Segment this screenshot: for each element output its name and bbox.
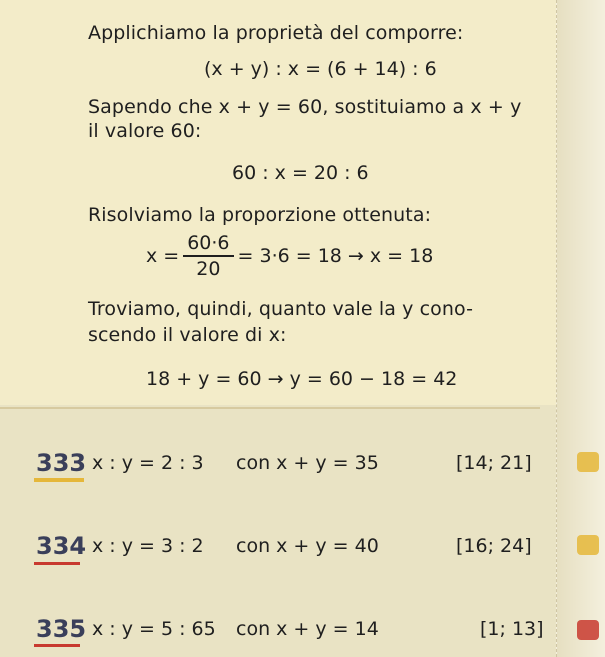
exercise-condition: con x + y = 14 xyxy=(236,618,379,640)
valore-text: il valore 60: xyxy=(88,120,202,142)
side-marker xyxy=(577,620,599,640)
exercise-answer: [1; 13] xyxy=(480,618,544,640)
fraction xyxy=(183,232,233,280)
fraction-lhs: x = xyxy=(146,245,180,267)
number-underline xyxy=(34,478,84,482)
exercise-answer: [14; 21] xyxy=(456,452,532,474)
sapendo-text-a: Sapendo che xyxy=(88,96,219,118)
exercise-number: 334 xyxy=(36,532,87,560)
risolviamo-text: Risolviamo la proporzione ottenuta: xyxy=(88,204,432,226)
number-underline xyxy=(34,562,80,565)
equation-3: 18 + y = 60 → y = 60 − 18 = 42 xyxy=(146,368,458,390)
fraction-numerator: 60·6 xyxy=(183,232,233,257)
fraction-denominator: 20 xyxy=(196,258,221,280)
equation-1: (x + y) : x = (6 + 14) : 6 xyxy=(204,58,437,80)
fraction-rhs: = 3·6 = 18 → x = 18 xyxy=(237,245,434,267)
section-divider xyxy=(0,407,540,409)
side-marker xyxy=(577,535,599,555)
exercise-condition: con x + y = 35 xyxy=(236,452,379,474)
number-underline xyxy=(34,644,80,647)
exercise-ratio: x : y = 3 : 2 xyxy=(92,535,204,557)
exercise-condition: con x + y = 40 xyxy=(236,535,379,557)
exercise-number: 333 xyxy=(36,449,87,477)
page-edge xyxy=(556,0,605,657)
equation-2: 60 : x = 20 : 6 xyxy=(232,162,369,184)
sapendo-line xyxy=(88,96,521,118)
sapendo-expr-d: x + y xyxy=(470,96,522,118)
side-marker xyxy=(577,452,599,472)
exercise-number: 335 xyxy=(36,615,87,643)
intro-text: Applichiamo la proprietà del comporre: xyxy=(88,22,464,44)
sapendo-expr-b: x + y = 60 xyxy=(218,96,323,118)
troviamo-line-2: scendo il valore di x: xyxy=(88,324,287,346)
sapendo-text-c: , sostituiamo a xyxy=(322,96,471,118)
troviamo-line-1: Troviamo, quindi, quanto vale la y cono- xyxy=(88,298,474,320)
exercise-ratio: x : y = 5 : 65 xyxy=(92,618,216,640)
exercise-answer: [16; 24] xyxy=(456,535,532,557)
exercise-ratio: x : y = 2 : 3 xyxy=(92,452,204,474)
fraction-equation xyxy=(146,232,433,280)
